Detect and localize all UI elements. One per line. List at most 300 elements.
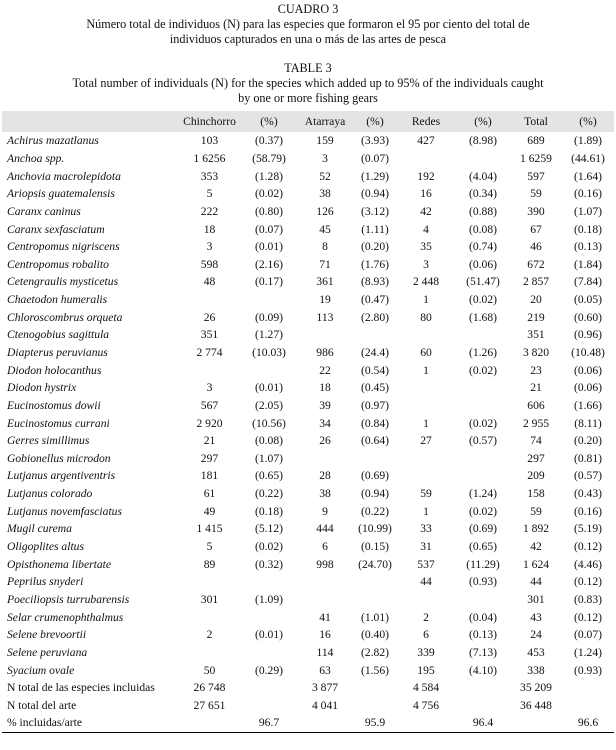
total-pct: (0.06) bbox=[573, 381, 602, 395]
total-pct: (10.48) bbox=[571, 346, 605, 359]
total-pct: (1.07) bbox=[573, 204, 602, 218]
table-row bbox=[2, 167, 614, 185]
table-row bbox=[2, 220, 614, 238]
chinchorro-pct: 96.7 bbox=[242, 714, 296, 732]
redes-pct bbox=[456, 591, 510, 609]
atarraya-n: 986 bbox=[316, 346, 334, 359]
redes-n: 42 bbox=[420, 204, 432, 218]
chinchorro-pct bbox=[242, 361, 296, 379]
atarraya-pct: (3.12) bbox=[360, 204, 389, 218]
table-row bbox=[2, 185, 614, 203]
total-pct: (4.46) bbox=[573, 557, 602, 571]
chinchorro-n: 5 bbox=[206, 187, 213, 201]
species-name: Opisthonema libertate bbox=[7, 557, 112, 571]
redes-n: 2 bbox=[423, 610, 429, 624]
atarraya-n: 41 bbox=[319, 610, 331, 624]
chinchorro-pct bbox=[242, 291, 296, 309]
redes-n: 427 bbox=[417, 134, 435, 148]
table-row bbox=[2, 520, 614, 538]
chinchorro-pct: (10.56) bbox=[252, 416, 286, 430]
totals-row bbox=[2, 697, 614, 715]
total-n: 597 bbox=[527, 169, 545, 183]
atarraya-n: 6 bbox=[322, 540, 328, 554]
chinchorro-pct: (10.03) bbox=[252, 346, 286, 359]
atarraya-n bbox=[296, 326, 354, 344]
chinchorro-pct: (1.07) bbox=[254, 451, 283, 465]
redes-pct: (7.13) bbox=[468, 645, 497, 659]
atarraya-n: 16 bbox=[319, 628, 331, 642]
redes-n: 33 bbox=[420, 522, 432, 536]
atarraya-pct: (3.93) bbox=[360, 134, 389, 148]
atarraya-pct bbox=[354, 591, 396, 609]
atarraya-n bbox=[296, 714, 354, 732]
atarraya-pct: (1.01) bbox=[360, 610, 389, 624]
chinchorro-n: 21 bbox=[203, 434, 216, 448]
atarraya-pct: (0.64) bbox=[360, 434, 389, 448]
total-n: 21 bbox=[530, 381, 542, 395]
chinchorro-n: 48 bbox=[203, 275, 216, 289]
total-n: 59 bbox=[530, 504, 542, 518]
species-name: Poeciliopsis turrubarensis bbox=[7, 592, 130, 606]
atarraya-n: 19 bbox=[319, 293, 331, 307]
caption-spanish bbox=[0, 2, 616, 47]
redes-n: 195 bbox=[417, 663, 435, 677]
atarraya-n: 126 bbox=[316, 204, 334, 218]
total-n: 67 bbox=[530, 222, 542, 236]
atarraya-n: 18 bbox=[319, 381, 331, 395]
total-pct: (1.64) bbox=[573, 169, 602, 183]
species-name: Anchovia macrolepidota bbox=[7, 169, 121, 183]
chinchorro-pct: (0.32) bbox=[254, 557, 283, 571]
total-n: 672 bbox=[527, 257, 545, 271]
species-name: Eucinostomus dowii bbox=[7, 398, 101, 412]
atarraya-n: 361 bbox=[316, 275, 334, 289]
total-pct: (1.89) bbox=[573, 134, 602, 148]
header-chinchorro: Chinchorro bbox=[183, 115, 236, 128]
atarraya-n: 3 bbox=[322, 151, 328, 165]
atarraya-pct: (0.69) bbox=[360, 469, 389, 483]
total-n: 1 624 bbox=[522, 557, 550, 571]
chinchorro-pct: (0.02) bbox=[254, 187, 283, 201]
table-row bbox=[2, 203, 614, 221]
species-name: N total del arte bbox=[7, 698, 77, 712]
atarraya-n: 113 bbox=[316, 310, 334, 324]
atarraya-pct: (2.82) bbox=[360, 645, 389, 659]
chinchorro-n bbox=[177, 644, 242, 662]
atarraya-pct: (0.97) bbox=[360, 398, 389, 412]
redes-n: 339 bbox=[417, 645, 435, 659]
atarraya-pct: (0.47) bbox=[360, 293, 389, 307]
redes-pct: (4.10) bbox=[468, 663, 497, 677]
total-n: 390 bbox=[527, 204, 545, 218]
species-name: Oligoplites altus bbox=[7, 540, 84, 554]
table-row bbox=[2, 432, 614, 450]
species-name: Diodon hystrix bbox=[7, 381, 77, 395]
chinchorro-n bbox=[177, 714, 242, 732]
redes-n bbox=[396, 591, 456, 609]
species-name: N total de las especies incluidas bbox=[7, 681, 155, 695]
table-row bbox=[2, 661, 614, 679]
species-name: Lutjanus argentiventris bbox=[7, 469, 116, 483]
table-row bbox=[2, 573, 614, 591]
total-n: 35 209 bbox=[520, 681, 552, 695]
atarraya-pct: (0.20) bbox=[360, 240, 389, 254]
chinchorro-n bbox=[177, 573, 242, 591]
atarraya-pct: (24.4) bbox=[360, 346, 389, 359]
species-name: Ctenogobius sagittula bbox=[7, 328, 110, 342]
redes-pct: (0.04) bbox=[468, 610, 497, 624]
species-name: Diapterus peruvianus bbox=[7, 346, 108, 359]
species-name: Achirus mazatlanus bbox=[7, 134, 99, 148]
atarraya-pct: (1.29) bbox=[360, 169, 389, 183]
table-header-row bbox=[2, 111, 614, 132]
chinchorro-n: 2 920 bbox=[196, 416, 223, 430]
chinchorro-n: 567 bbox=[200, 398, 219, 412]
chinchorro-n: 1 415 bbox=[196, 522, 223, 536]
total-n: 2 955 bbox=[522, 416, 550, 430]
total-n: 297 bbox=[527, 451, 545, 465]
total-pct: (0.93) bbox=[573, 663, 602, 677]
species-name: Caranx caninus bbox=[7, 204, 81, 218]
table-caption-en-line2: by one or more fishing gears bbox=[238, 91, 378, 105]
atarraya-n: 444 bbox=[316, 522, 334, 536]
total-pct: (1.24) bbox=[573, 645, 602, 659]
redes-pct: (0.57) bbox=[468, 434, 497, 448]
chinchorro-pct: (1.27) bbox=[254, 328, 283, 342]
redes-pct: (1.24) bbox=[468, 487, 497, 501]
atarraya-pct: (24.70) bbox=[358, 557, 392, 571]
atarraya-pct: (2.80) bbox=[360, 310, 389, 324]
chinchorro-n: 353 bbox=[200, 169, 219, 183]
redes-n: 80 bbox=[420, 310, 432, 324]
chinchorro-pct: (58.79) bbox=[252, 151, 286, 165]
table-row bbox=[2, 291, 614, 309]
chinchorro-n: 1 6256 bbox=[193, 151, 226, 165]
atarraya-pct: (1.56) bbox=[360, 663, 389, 677]
species-name: Centropomus nigriscens bbox=[7, 240, 120, 254]
table-row bbox=[2, 414, 614, 432]
total-n: 351 bbox=[527, 328, 545, 342]
table-row bbox=[2, 361, 614, 379]
total-n: 158 bbox=[527, 487, 545, 501]
table-row bbox=[2, 608, 614, 626]
total-n: 453 bbox=[527, 645, 545, 659]
atarraya-pct: (0.22) bbox=[360, 504, 389, 518]
species-name: Selene peruviana bbox=[7, 645, 88, 659]
table-row bbox=[2, 273, 614, 291]
redes-n bbox=[396, 326, 456, 344]
chinchorro-pct: (0.17) bbox=[254, 275, 283, 289]
species-name: Peprilus snyderi bbox=[7, 575, 84, 589]
atarraya-pct: 95.9 bbox=[354, 714, 396, 732]
table-caption-es-line1: Número total de individuos (N) para las especies que formaron el 95 por ciento del total de bbox=[86, 17, 530, 31]
species-table bbox=[2, 111, 614, 733]
chinchorro-pct: (2.05) bbox=[254, 398, 283, 412]
atarraya-pct: (8.93) bbox=[360, 275, 389, 289]
table-row bbox=[2, 150, 614, 168]
redes-pct bbox=[456, 397, 510, 415]
species-name: Lutjanus novemfasciatus bbox=[7, 504, 122, 518]
atarraya-pct bbox=[354, 679, 396, 697]
redes-n: 192 bbox=[417, 169, 435, 183]
redes-pct: (0.34) bbox=[468, 187, 497, 201]
redes-n bbox=[396, 467, 456, 485]
chinchorro-n: 27 651 bbox=[193, 698, 226, 712]
total-pct: (0.05) bbox=[573, 293, 602, 307]
redes-pct: (0.93) bbox=[468, 575, 497, 589]
chinchorro-n: 89 bbox=[203, 557, 216, 571]
redes-pct: (0.02) bbox=[468, 363, 497, 377]
chinchorro-n: 222 bbox=[200, 204, 219, 218]
chinchorro-n: 61 bbox=[203, 487, 216, 501]
table-row bbox=[2, 397, 614, 415]
chinchorro-n: 49 bbox=[203, 504, 216, 518]
redes-n: 4 bbox=[423, 222, 429, 236]
redes-pct bbox=[456, 467, 510, 485]
total-n: 219 bbox=[527, 310, 545, 324]
atarraya-n: 38 bbox=[319, 187, 331, 201]
redes-n: 6 bbox=[423, 628, 429, 642]
atarraya-n: 34 bbox=[319, 416, 331, 430]
chinchorro-pct: (0.01) bbox=[254, 240, 283, 254]
table-row bbox=[2, 591, 614, 609]
header-redes-pct: (%) bbox=[474, 115, 492, 128]
table-row bbox=[2, 502, 614, 520]
redes-n bbox=[396, 379, 456, 397]
total-n: 74 bbox=[530, 434, 542, 448]
total-pct: (0.20) bbox=[573, 434, 602, 448]
chinchorro-n: 26 748 bbox=[193, 681, 226, 695]
table-caption-es-line2: individuos capturados en una o más de las artes de pesca bbox=[169, 32, 447, 46]
redes-n bbox=[396, 450, 456, 468]
total-n: 42 bbox=[530, 540, 542, 554]
atarraya-pct: (0.07) bbox=[360, 151, 389, 165]
total-pct: (1.84) bbox=[573, 257, 602, 271]
atarraya-n: 3 877 bbox=[311, 681, 339, 695]
atarraya-pct: (1.11) bbox=[361, 222, 389, 236]
total-pct: (0.12) bbox=[573, 540, 602, 554]
total-n: 301 bbox=[527, 592, 545, 606]
header-species bbox=[2, 111, 177, 132]
redes-n: 27 bbox=[420, 434, 432, 448]
chinchorro-n: 3 bbox=[206, 240, 213, 254]
redes-n: 1 bbox=[423, 416, 429, 430]
redes-pct: (0.88) bbox=[468, 204, 497, 218]
total-n: 209 bbox=[527, 469, 545, 483]
redes-pct: (0.13) bbox=[468, 628, 497, 642]
atarraya-n: 28 bbox=[319, 469, 331, 483]
atarraya-n: 8 bbox=[322, 240, 328, 254]
redes-pct: (8.98) bbox=[468, 134, 497, 148]
table-row bbox=[2, 326, 614, 344]
total-pct: (8.11) bbox=[574, 416, 602, 430]
chinchorro-pct bbox=[242, 573, 296, 591]
total-pct: (0.60) bbox=[573, 310, 602, 324]
atarraya-n: 39 bbox=[319, 398, 331, 412]
header-chinchorro-pct: (%) bbox=[260, 115, 278, 128]
species-name: Cetengraulis mysticetus bbox=[7, 275, 119, 289]
total-n: 59 bbox=[530, 187, 542, 201]
redes-pct bbox=[456, 450, 510, 468]
species-name: Anchoa spp. bbox=[7, 151, 65, 165]
redes-n: 1 bbox=[423, 504, 429, 518]
species-name: Gerres simillimus bbox=[7, 434, 90, 448]
total-n: 689 bbox=[527, 134, 545, 148]
redes-n bbox=[396, 150, 456, 168]
table-label-es: CUADRO 3 bbox=[277, 2, 339, 16]
species-name: Selene brevoortii bbox=[7, 628, 87, 642]
total-pct: (5.19) bbox=[573, 522, 602, 536]
species-name: Ariopsis guatemalensis bbox=[7, 187, 115, 201]
species-name: Selar crumenophthalmus bbox=[7, 610, 124, 624]
total-n: 24 bbox=[530, 628, 542, 642]
atarraya-pct bbox=[354, 326, 396, 344]
chinchorro-n: 18 bbox=[203, 222, 216, 236]
redes-pct: (0.02) bbox=[468, 416, 497, 430]
atarraya-n: 4 041 bbox=[311, 698, 339, 712]
redes-n: 1 bbox=[423, 293, 429, 307]
atarraya-pct bbox=[354, 450, 396, 468]
atarraya-n: 45 bbox=[319, 222, 331, 236]
table-body bbox=[2, 132, 614, 732]
redes-n: 35 bbox=[420, 240, 432, 254]
total-n: 23 bbox=[530, 363, 542, 377]
total-n: 20 bbox=[530, 293, 542, 307]
atarraya-n: 38 bbox=[319, 487, 331, 501]
total-pct: (0.06) bbox=[573, 363, 602, 377]
total-pct: (1.66) bbox=[573, 398, 602, 412]
total-pct: (0.12) bbox=[573, 575, 602, 589]
chinchorro-n: 26 bbox=[203, 310, 216, 324]
chinchorro-pct bbox=[242, 697, 296, 715]
chinchorro-n bbox=[177, 608, 242, 626]
chinchorro-n: 5 bbox=[206, 540, 213, 554]
totals-row bbox=[2, 714, 614, 732]
atarraya-pct: (10.99) bbox=[358, 522, 392, 536]
total-n: 1 6259 bbox=[520, 151, 552, 165]
species-name: % incluidas/arte bbox=[2, 714, 177, 732]
redes-pct: (1.26) bbox=[468, 346, 497, 359]
species-name: Chaetodon humeralis bbox=[7, 293, 108, 307]
header-atarraya-pct: (%) bbox=[366, 115, 384, 128]
redes-n: 31 bbox=[420, 540, 432, 554]
chinchorro-n bbox=[177, 291, 242, 309]
total-pct: (0.83) bbox=[573, 592, 602, 606]
species-name: Mugil curema bbox=[7, 522, 72, 536]
chinchorro-pct: (0.37) bbox=[254, 134, 283, 148]
table-row bbox=[2, 450, 614, 468]
atarraya-n: 114 bbox=[316, 645, 334, 659]
atarraya-n: 71 bbox=[319, 257, 331, 271]
total-pct: (0.18) bbox=[573, 222, 602, 236]
redes-n: 59 bbox=[420, 487, 432, 501]
redes-pct bbox=[456, 379, 510, 397]
table-row bbox=[2, 255, 614, 273]
chinchorro-pct: (0.07) bbox=[254, 222, 283, 236]
redes-pct: (4.04) bbox=[468, 169, 497, 183]
atarraya-n: 52 bbox=[319, 169, 331, 183]
chinchorro-n: 3 bbox=[206, 381, 213, 395]
table-row bbox=[2, 555, 614, 573]
table-row bbox=[2, 379, 614, 397]
header-total-pct: (%) bbox=[579, 115, 597, 128]
total-n: 2 857 bbox=[522, 275, 550, 289]
chinchorro-n: 103 bbox=[200, 134, 219, 148]
chinchorro-pct: (0.01) bbox=[254, 628, 283, 642]
total-pct: (0.96) bbox=[573, 328, 602, 342]
caption-english bbox=[0, 61, 616, 106]
total-n bbox=[510, 714, 562, 732]
redes-pct: (0.65) bbox=[468, 540, 497, 554]
chinchorro-n: 301 bbox=[200, 592, 219, 606]
redes-n: 537 bbox=[417, 557, 435, 571]
chinchorro-pct: (0.02) bbox=[254, 540, 283, 554]
redes-pct: (1.68) bbox=[468, 310, 497, 324]
table-label-en: TABLE 3 bbox=[284, 61, 332, 75]
redes-n: 3 bbox=[423, 257, 429, 271]
table-row bbox=[2, 238, 614, 256]
atarraya-pct: (0.54) bbox=[360, 363, 389, 377]
atarraya-n: 998 bbox=[316, 557, 334, 571]
chinchorro-n: 297 bbox=[200, 451, 219, 465]
chinchorro-pct bbox=[242, 608, 296, 626]
atarraya-n: 26 bbox=[319, 434, 331, 448]
chinchorro-n bbox=[177, 361, 242, 379]
redes-n: 2 448 bbox=[412, 275, 440, 289]
total-n: 46 bbox=[530, 240, 542, 254]
redes-pct: (0.69) bbox=[468, 522, 497, 536]
atarraya-pct bbox=[354, 697, 396, 715]
table-row bbox=[2, 344, 614, 362]
redes-pct: (0.02) bbox=[468, 504, 497, 518]
table-row bbox=[2, 626, 614, 644]
atarraya-pct bbox=[354, 573, 396, 591]
atarraya-n bbox=[296, 573, 354, 591]
atarraya-pct: (1.76) bbox=[360, 257, 389, 271]
header-total: Total bbox=[524, 115, 548, 128]
species-name: Syacium ovale bbox=[7, 663, 75, 677]
species-name: Lutjanus colorado bbox=[7, 487, 93, 501]
total-n: 44 bbox=[530, 575, 542, 589]
atarraya-n: 159 bbox=[316, 134, 334, 148]
header-redes: Redes bbox=[411, 115, 441, 128]
chinchorro-n: 2 774 bbox=[196, 346, 223, 359]
chinchorro-pct bbox=[242, 679, 296, 697]
redes-n: 44 bbox=[420, 575, 432, 589]
chinchorro-pct: (0.65) bbox=[254, 469, 283, 483]
chinchorro-pct: (0.18) bbox=[254, 504, 283, 518]
redes-n: 16 bbox=[420, 187, 432, 201]
atarraya-n bbox=[296, 591, 354, 609]
total-pct: (0.13) bbox=[573, 240, 602, 254]
species-name: Gobionellus microdon bbox=[7, 451, 111, 465]
total-n: 43 bbox=[530, 610, 542, 624]
redes-pct: (0.08) bbox=[468, 222, 497, 236]
atarraya-n: 22 bbox=[319, 363, 331, 377]
table-row bbox=[2, 308, 614, 326]
chinchorro-pct bbox=[242, 644, 296, 662]
species-name: Chloroscombrus orqueta bbox=[7, 310, 123, 324]
atarraya-pct: (0.45) bbox=[360, 381, 389, 395]
total-n: 36 448 bbox=[520, 698, 552, 712]
redes-n: 1 bbox=[423, 363, 429, 377]
table-row bbox=[2, 485, 614, 503]
chinchorro-pct: (0.08) bbox=[254, 434, 283, 448]
chinchorro-pct: (1.09) bbox=[254, 592, 283, 606]
total-pct: (0.81) bbox=[573, 451, 602, 465]
redes-n: 4 584 bbox=[412, 681, 440, 695]
total-n: 3 820 bbox=[522, 346, 550, 359]
